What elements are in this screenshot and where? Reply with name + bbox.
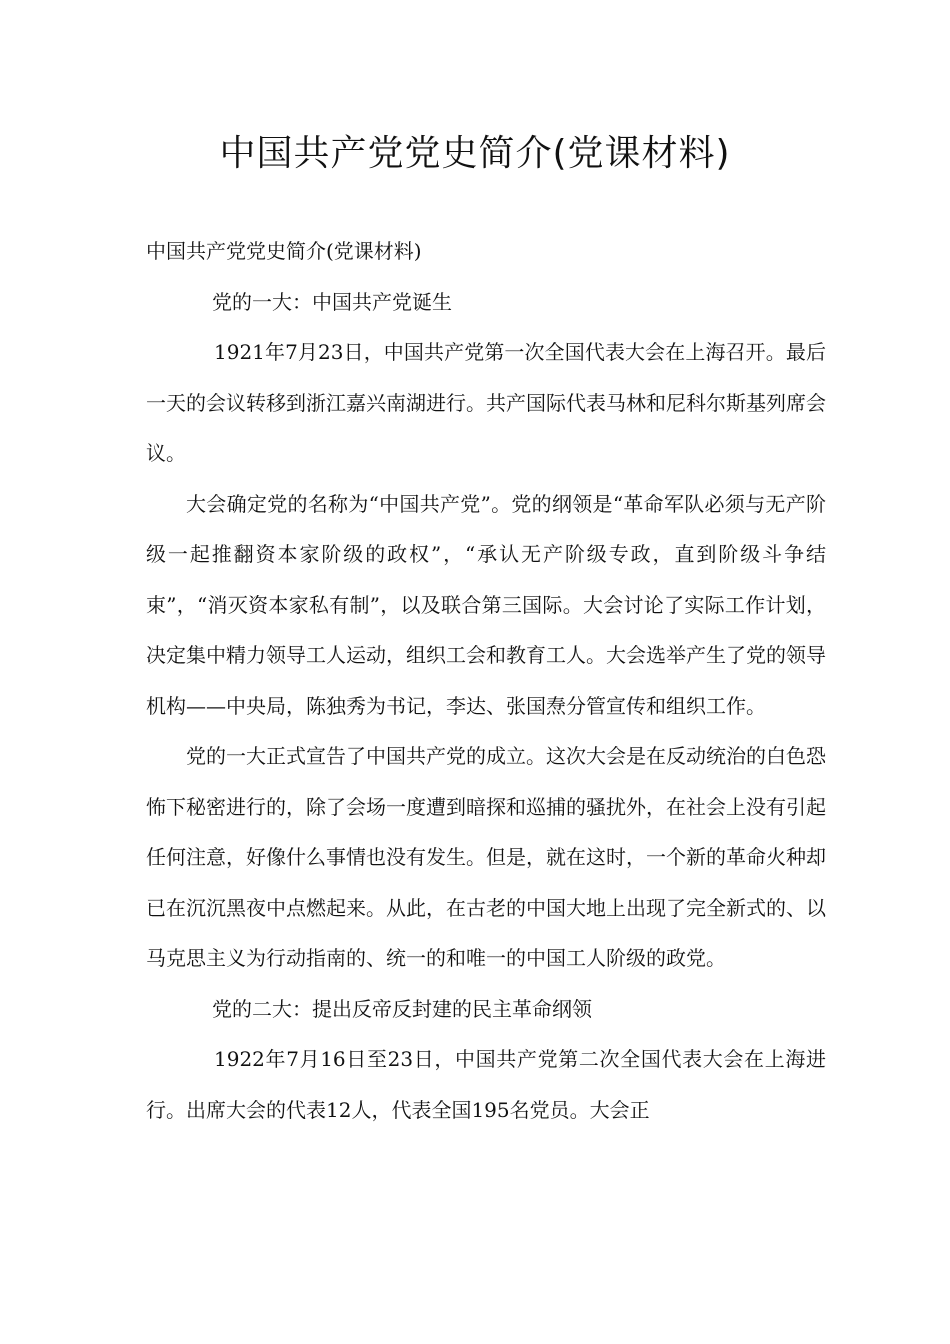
paragraph-party-name-program: 大会确定党的名称为“中国共产党”。党的纲领是“革命军队必须与无产阶级一起推翻资本家阶级的政权”，“承认无产阶级专政，直到阶级斗争结束”，“消灭资本家私有制”，以及联合第三国际。大会讨论了实际工作计划，决定集中精力领导工人运动，组织工会和教育工人。大会选举产生了党的领导机构——中央局，陈独秀为书记，李达、张国焘分管宣传和组织工作。 bbox=[146, 491, 826, 718]
paragraph-first-congress-date: 1921年7月23日，中国共产党第一次全国代表大会在上海召开。最后一天的会议转移到浙江嘉兴南湖进行。共产国际代表马林和尼科尔斯基列席会议。 bbox=[146, 340, 826, 465]
document-body bbox=[146, 226, 826, 1135]
paragraph-second-congress-date: 1922年7月16日至23日，中国共产党第二次全国代表大会在上海进行。出席大会的代表12人，代表全国195名党员。大会正 bbox=[146, 1047, 826, 1122]
section-heading-second-congress: 党的二大：提出反帝反封建的民主革命纲领 bbox=[212, 996, 592, 1021]
subtitle-paragraph: 中国共产党党史简介(党课材料) bbox=[146, 239, 422, 263]
document-title: 中国共产党党史简介(党课材料) bbox=[219, 133, 731, 174]
paragraph-party-founding: 党的一大正式宣告了中国共产党的成立。这次大会是在反动统治的白色恐怖下秘密进行的，除了会场一度遭到暗探和巡捕的骚扰外，在社会上没有引起任何注意，好像什么事情也没有发生。但是，就在这时，一个新的革命火种却已在沉沉黑夜中点燃起来。从此，在古老的中国大地上出现了完全新式的、以马克思主义为行动指南的、统一的和唯一的中国工人阶级的政党。 bbox=[146, 744, 826, 970]
section-heading-first-congress: 党的一大：中国共产党诞生 bbox=[212, 289, 452, 314]
